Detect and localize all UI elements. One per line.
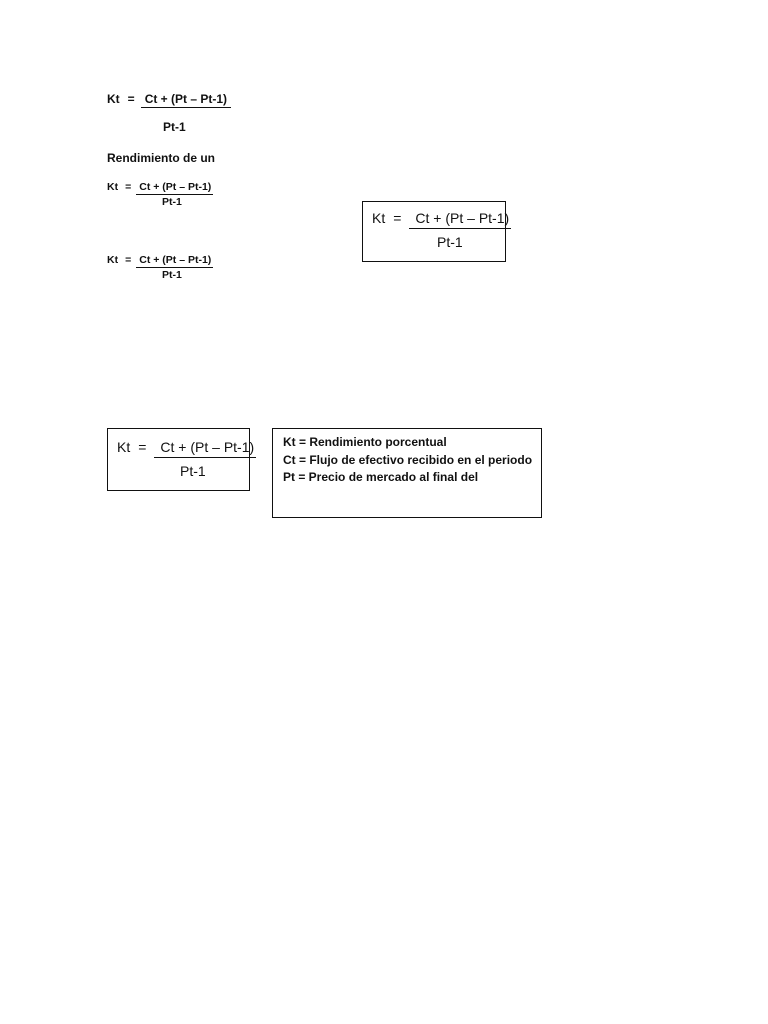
formula-1-denominator: Pt-1 bbox=[163, 120, 186, 134]
formula-3-lhs: Kt bbox=[107, 254, 119, 266]
formula-box-bottom-equals: = bbox=[138, 439, 147, 455]
formula-2-equals: = bbox=[125, 181, 132, 193]
formula-3 bbox=[107, 254, 213, 281]
legend-line-pt: Pt = Precio de mercado al final del bbox=[283, 470, 479, 484]
formula-box-right-equals: = bbox=[393, 210, 402, 226]
legend-line-kt: Kt = Rendimiento porcentual bbox=[283, 435, 447, 449]
formula-box-bottom-numerator: Ct + (Pt – Pt-1) bbox=[154, 439, 256, 458]
formula-2-numerator: Ct + (Pt – Pt-1) bbox=[136, 181, 213, 195]
formula-box-right-numerator: Ct + (Pt – Pt-1) bbox=[409, 210, 511, 229]
formula-1-numerator: Ct + (Pt – Pt-1) bbox=[141, 92, 231, 108]
formula-box-bottom-lhs: Kt bbox=[117, 439, 131, 455]
formula-box-right bbox=[362, 201, 510, 262]
formula-2-lhs: Kt bbox=[107, 181, 119, 193]
formula-box-bottom bbox=[107, 428, 255, 491]
formula-3-numerator: Ct + (Pt – Pt-1) bbox=[136, 254, 213, 268]
formula-3-denominator: Pt-1 bbox=[162, 269, 182, 281]
formula-2 bbox=[107, 181, 213, 208]
formula-box-bottom-denominator: Pt-1 bbox=[180, 463, 206, 479]
formula-1 bbox=[107, 92, 231, 134]
section-heading: Rendimiento de un bbox=[107, 151, 215, 165]
legend-line-ct: Ct = Flujo de efectivo recibido en el periodo bbox=[283, 452, 533, 467]
legend-box bbox=[272, 428, 542, 518]
formula-1-equals: = bbox=[127, 92, 135, 106]
formula-1-lhs: Kt bbox=[107, 92, 120, 106]
formula-3-equals: = bbox=[125, 254, 132, 266]
formula-box-right-denominator: Pt-1 bbox=[437, 234, 463, 250]
formula-box-right-lhs: Kt bbox=[372, 210, 386, 226]
formula-2-denominator: Pt-1 bbox=[162, 196, 182, 208]
